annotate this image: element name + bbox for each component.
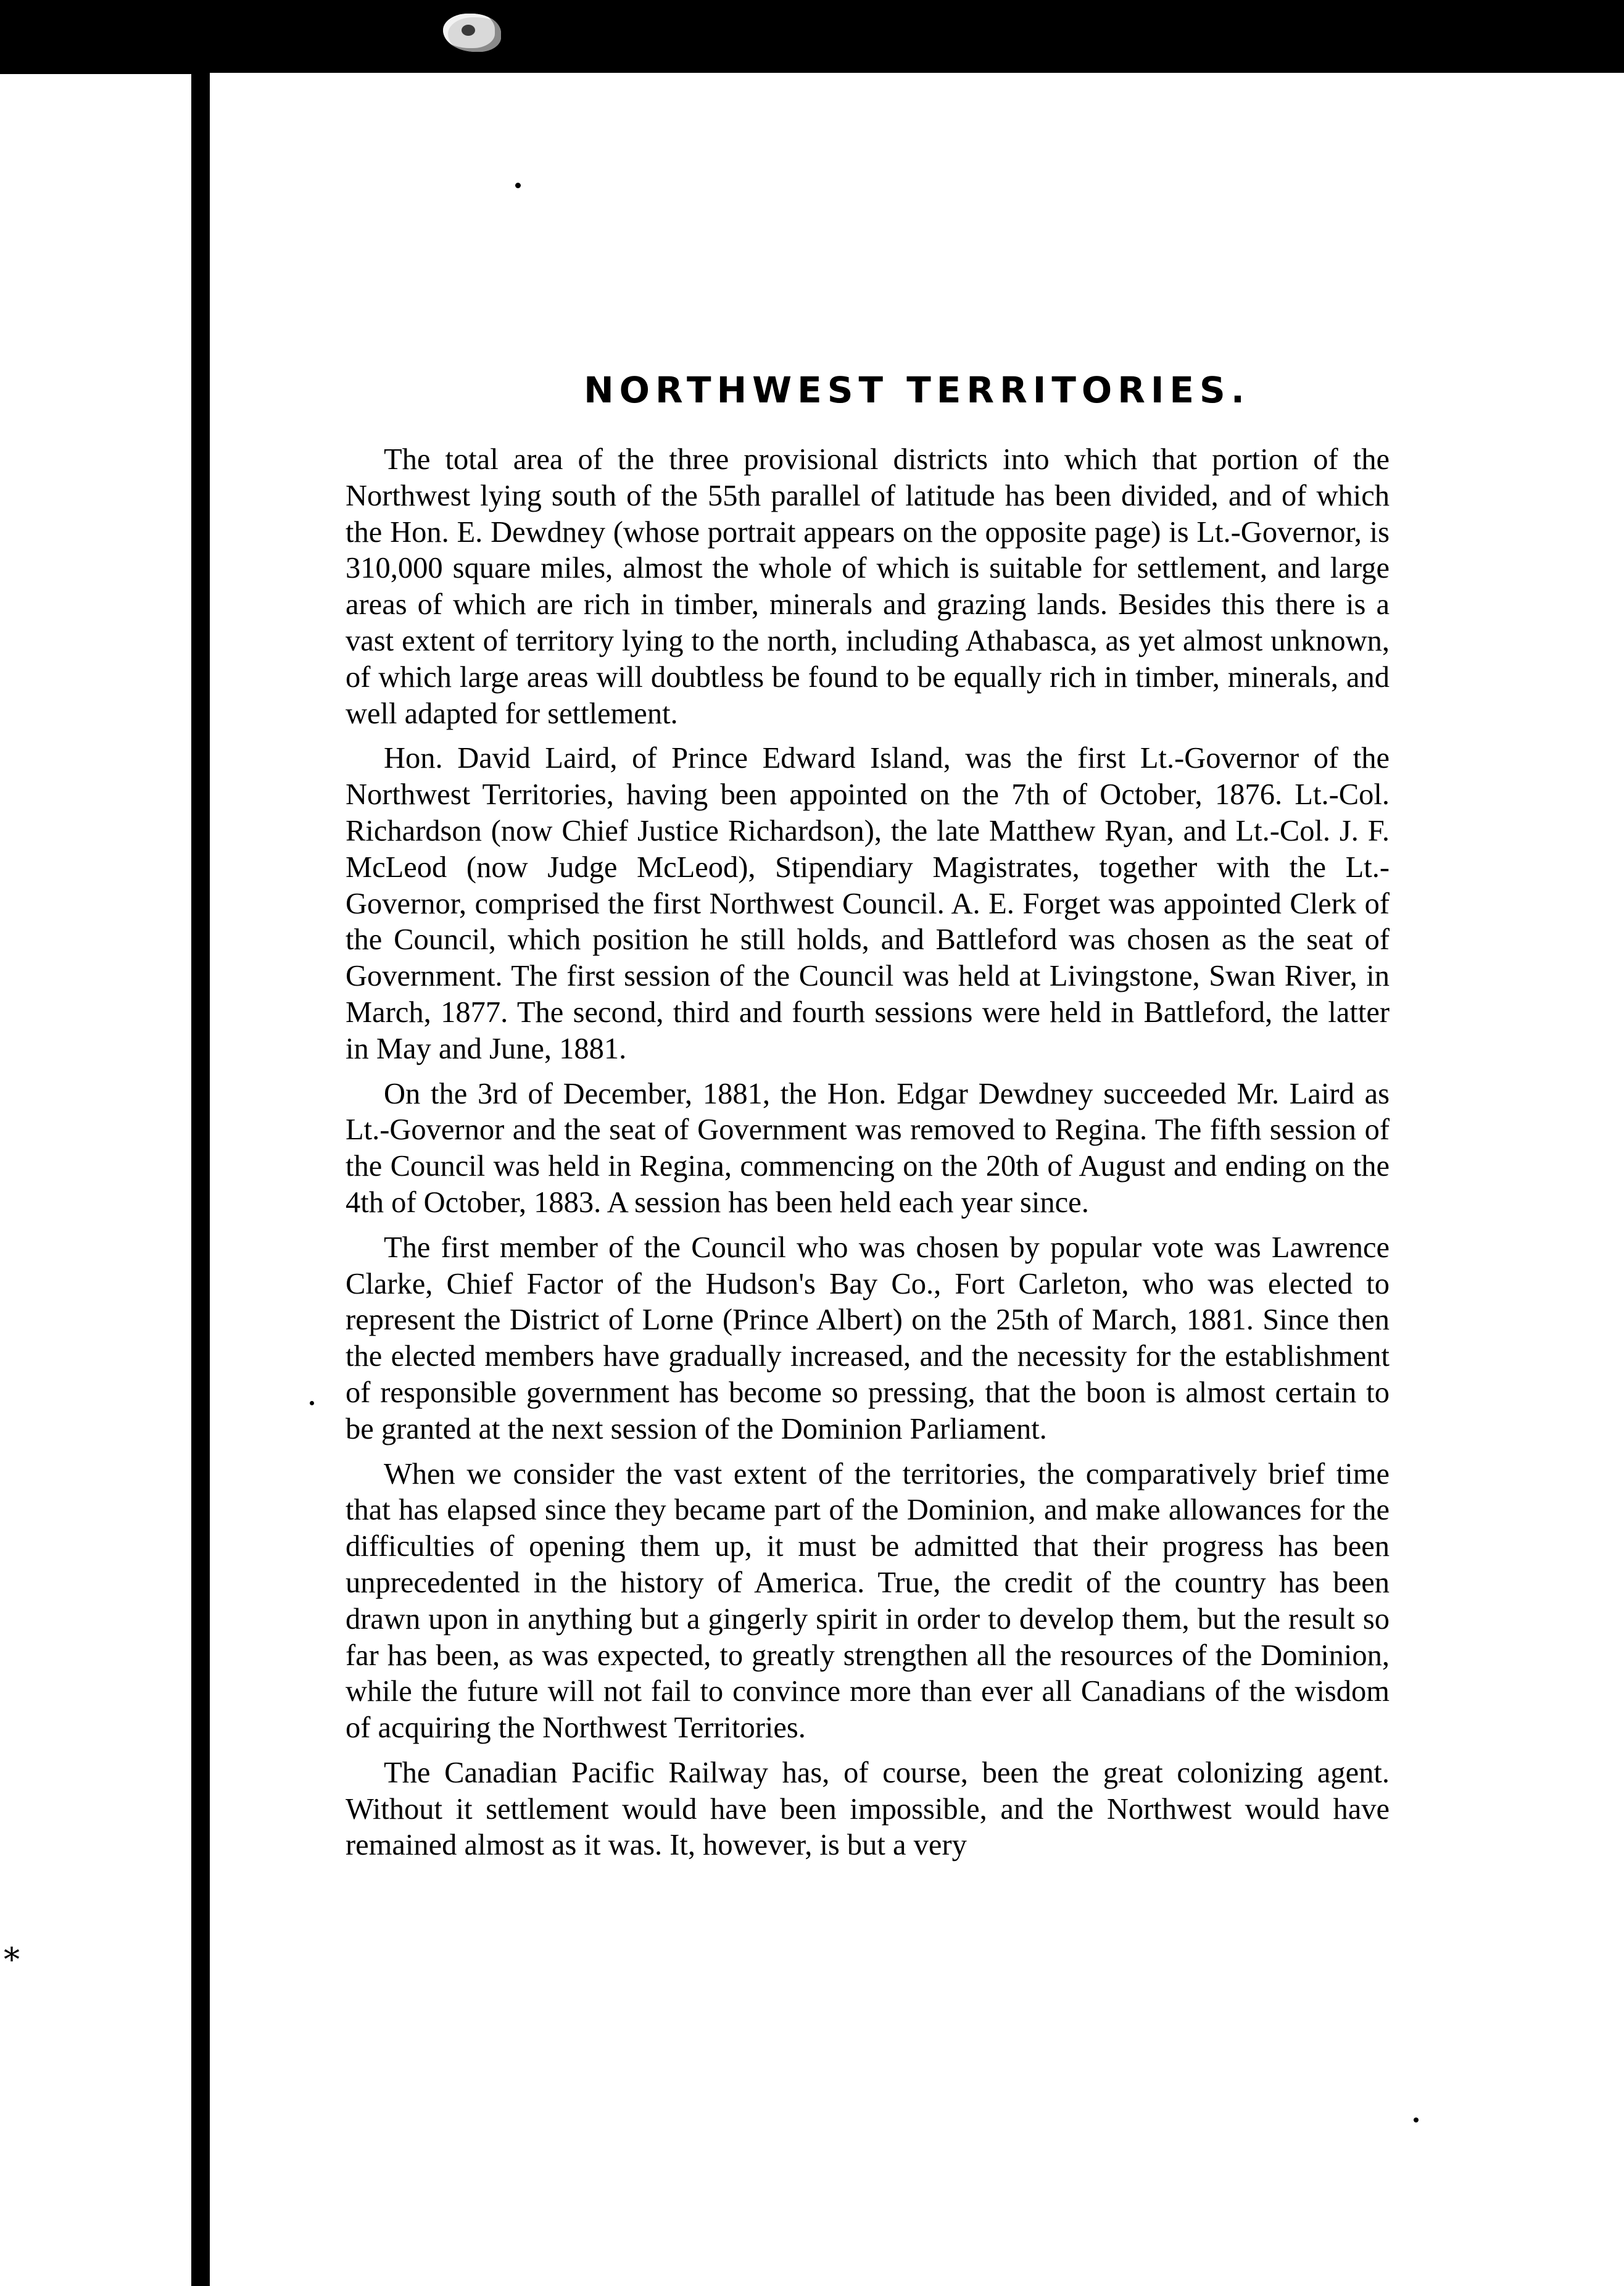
paragraph: When we consider the vast extent of the territories, the comparatively brief time that has elapsed since they became part of the Dominion, and make allowances for the difficulties of opening them up, it must be admitted that their progress has been unprecedented in the history of America. True, the credit of the country has been drawn upon in anything but a gingerly spirit in order to develop them, but the result so far has been, as was expected, to greatly strengthen all the resources of the Dominion, while the future will not fail to convince more than ever all Canadians of the wisdom of acquiring the Northwest Territories. — [346, 1457, 1390, 1745]
paragraph: Hon. David Laird, of Prince Edward Island, was the first Lt.-Governor of the Northwest Territories, having been appointed on the 7th of October, 1876. Lt.-Col. Richardson (now Chief Justice Richardson), the late Matthew Ryan, and Lt.-Col. J. F. McLeod (now Judge McLeod), Stipendiary Magistrates, together with the Lt.-Governor, comprised the first Northwest Council. A. E. Forget was appointed Clerk of the Council, which position he still holds, and Battleford was chosen as the seat of Government. The first session of the Council was held at Livingstone, Swan River, in March, 1877. The second, third and fourth sessions were held in Battleford, the latter in May and June, 1881. — [346, 742, 1390, 1065]
speck-mark — [1414, 2118, 1419, 2122]
document-page — [210, 73, 1624, 2286]
margin-mark: * — [4, 1942, 20, 1979]
speck-mark — [310, 1401, 314, 1405]
facing-page-edge — [0, 74, 191, 2286]
paragraph: The total area of the three provisional districts into which that portion of the Northwest lying south of the 55th parallel of latitude has been divided, and of which the Hon. E. Dewdney (whose portrait appears on the opposite page) is Lt.-Governor, is 310,000 square miles, almost the whole of which is suitable for settlement, and large areas of which are rich in timber, minerals and grazing lands. Besides this there is a vast extent of territory lying to the north, including Athabasca, as yet almost unknown, of which large areas will doubtless be found to be equally rich in timber, minerals, and well adapted for settlement. — [346, 443, 1390, 730]
speck-mark — [515, 183, 521, 188]
paragraph: The first member of the Council who was chosen by popular vote was Lawrence Clarke, Chief Factor of the Hudson's Bay Co., Fort Carleton, who was elected to represent the District of Lorne (Prince Albert) on the 25th of March, 1881. Since then the elected members have gradually increased, and the necessity for the establishment of responsible government has become so pressing, that the boon is almost certain to be granted at the next session of the Dominion Parliament. — [346, 1231, 1390, 1445]
paragraph: The Canadian Pacific Railway has, of course, been the great colonizing agent. Without it settlement would have been impossible, and the Northwest would have remained almost as it was. It, however, is but a very — [346, 1756, 1390, 1862]
body-text — [346, 442, 1390, 1864]
page-title: NORTHWEST TERRITORIES. — [584, 369, 1250, 411]
paragraph: On the 3rd of December, 1881, the Hon. Edgar Dewdney succeeded Mr. Laird as Lt.-Governor and the seat of Government was removed to Regina. The fifth session of the Council was held in Regina, commencing on the 20th of August and ending on the 4th of October, 1883. A session has been held each year since. — [346, 1077, 1390, 1219]
ink-blot-mark — [443, 14, 501, 52]
